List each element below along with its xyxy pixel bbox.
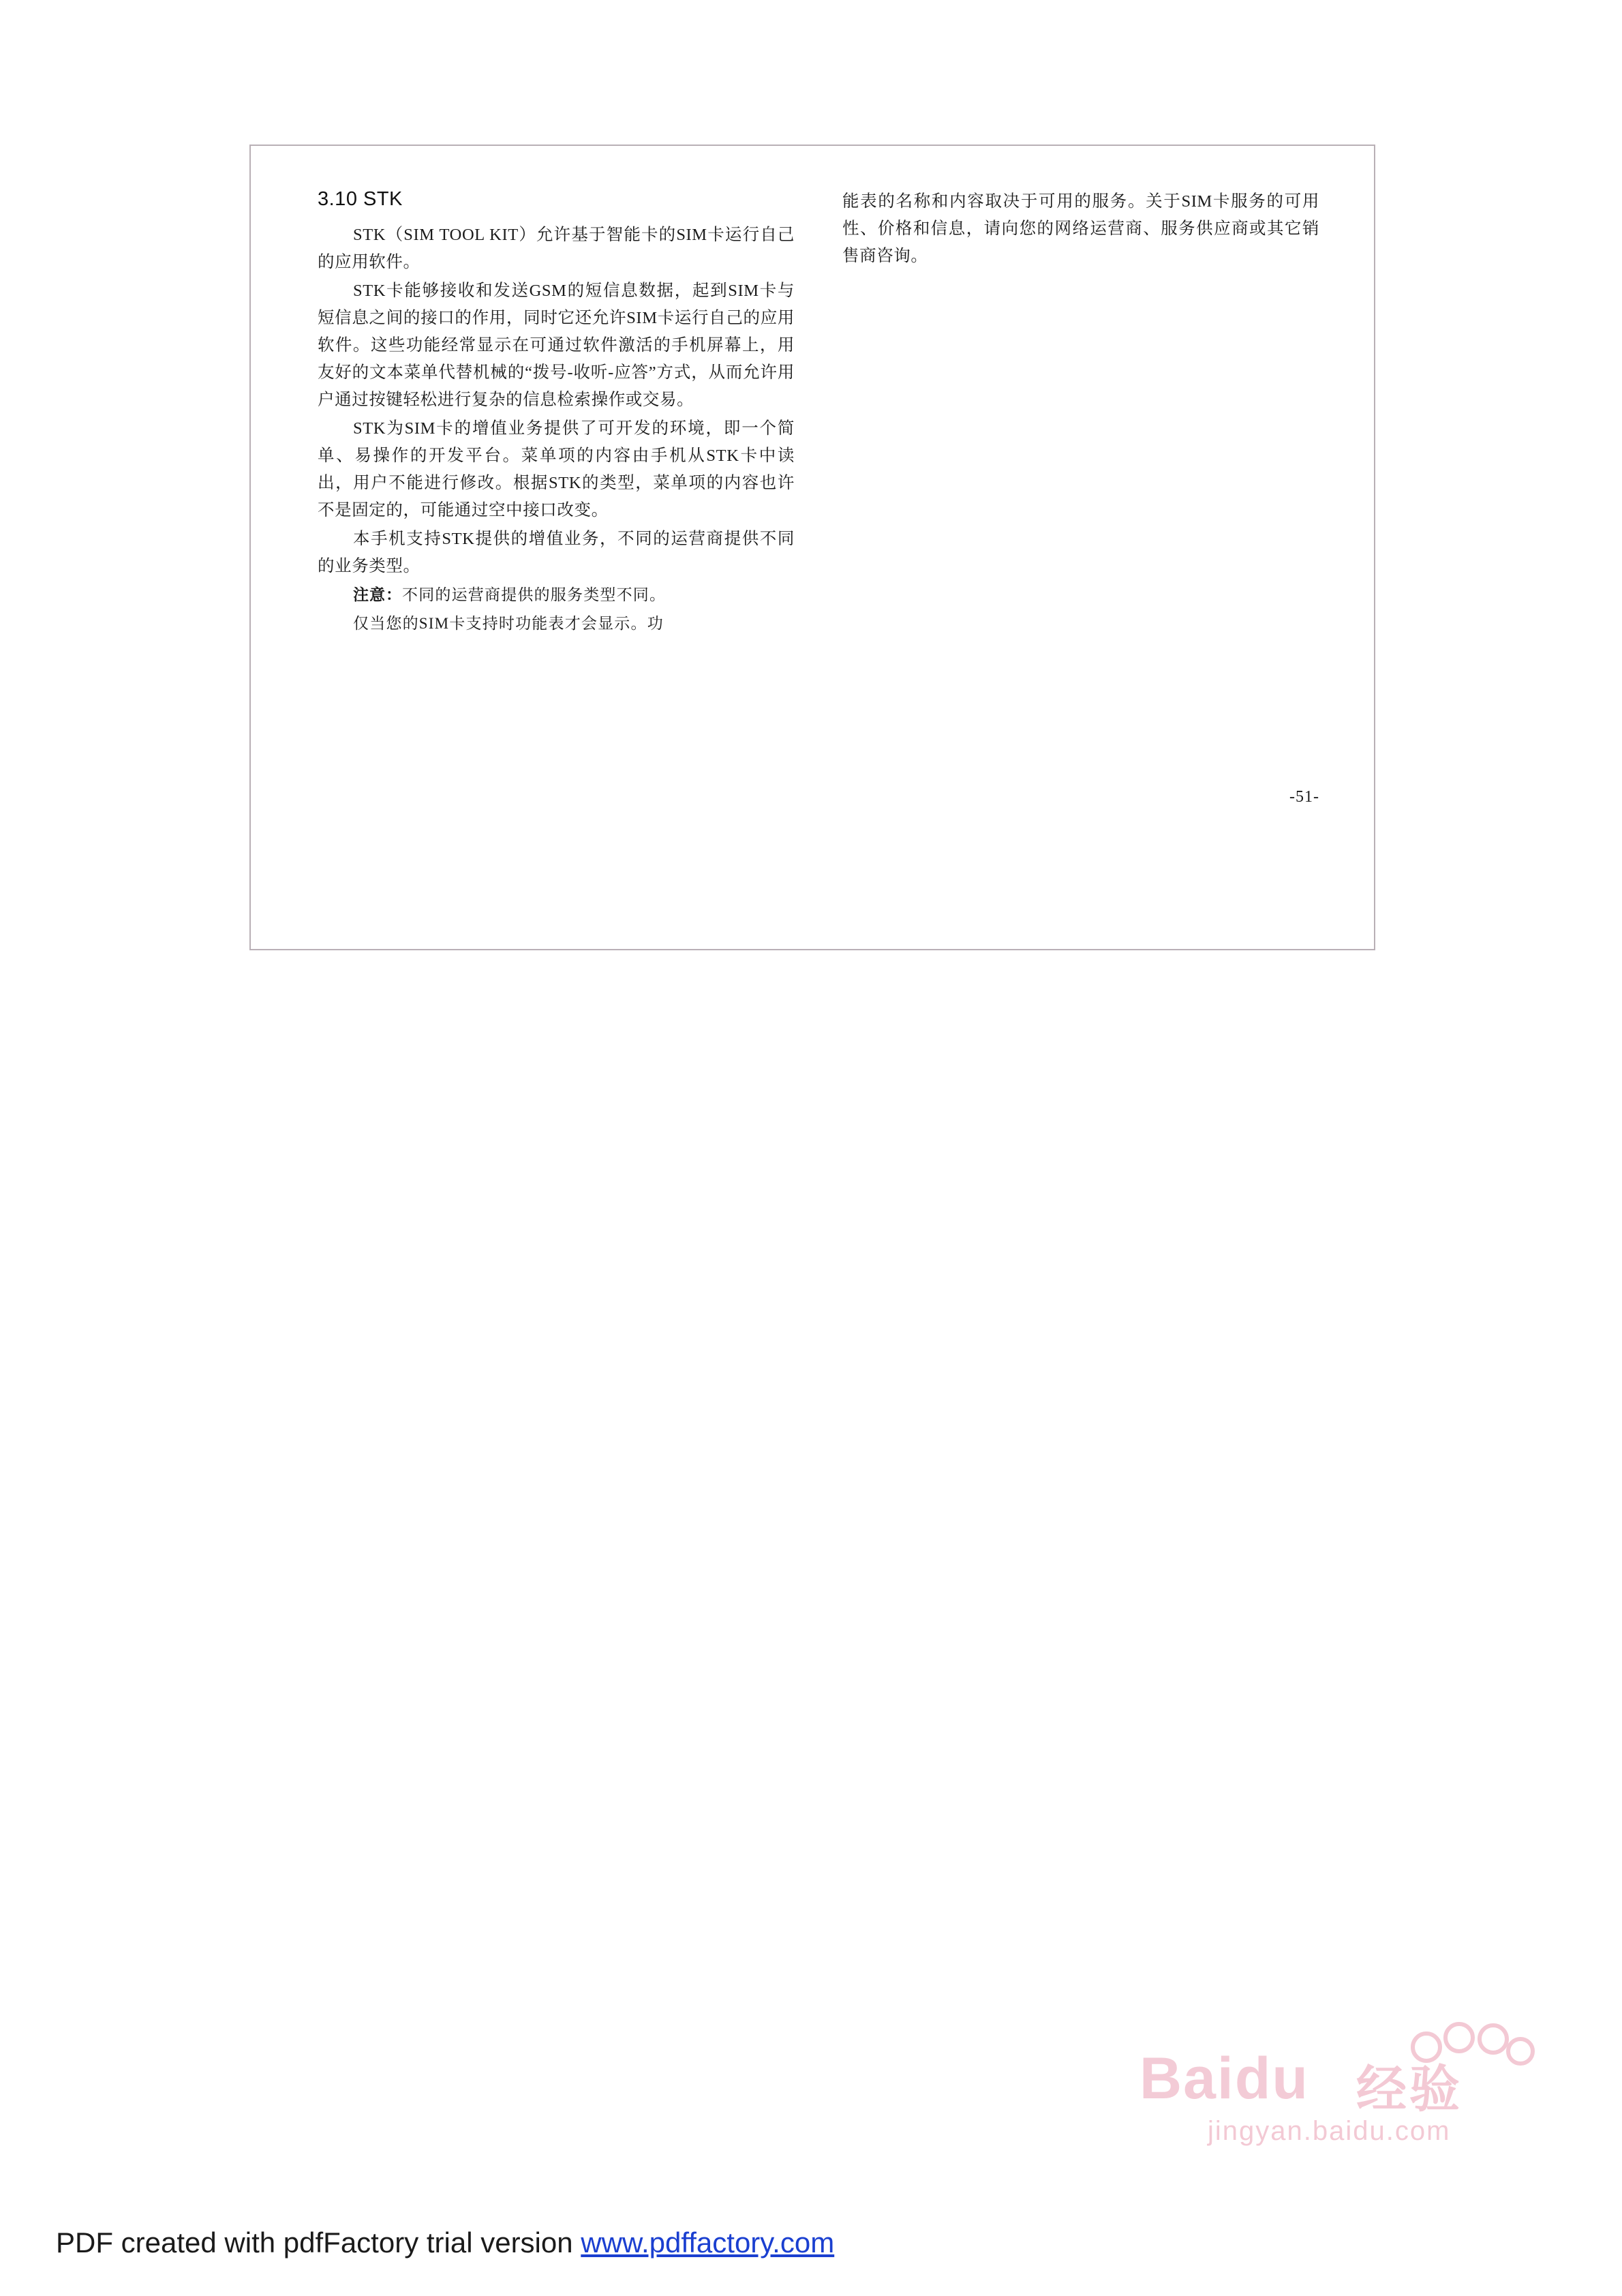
left-column bbox=[318, 188, 795, 639]
footer-text-label: PDF created with pdfFactory trial version bbox=[56, 2226, 581, 2259]
paragraph-4: 本手机支持STK提供的增值业务，不同的运营商提供不同的业务类型。 bbox=[318, 530, 795, 575]
note-continued: 仅当您的SIM卡支持时功能表才会显示。功 bbox=[353, 615, 664, 632]
document-content bbox=[318, 188, 1319, 911]
two-column-layout bbox=[318, 188, 1319, 911]
right-column bbox=[842, 188, 1319, 806]
document-page bbox=[249, 145, 1375, 950]
note-paragraph bbox=[318, 581, 795, 609]
watermark-brand-cn: 经验 bbox=[1356, 2061, 1463, 2117]
paragraph-2: STK卡能够接收和发送GSM的短信息数据，起到SIM卡与短信息之间的接口的作用，同时它还允许SIM卡运行自己的应用软件。这些功能经常显示在可通过软件激活的手机屏幕上，用友好的文本菜单代替机械的“拨号-收听-应答”方式，从而允许用户通过按键轻松进行复杂的信息检索操作或交易。 bbox=[318, 282, 795, 409]
pdf-footer-bar bbox=[0, 2211, 1622, 2296]
baidu-watermark bbox=[1139, 2045, 1548, 2195]
watermark-brand: Baidu bbox=[1139, 2046, 1309, 2111]
page-number: -51- bbox=[1289, 788, 1319, 806]
watermark-url: jingyan.baidu.com bbox=[1208, 2116, 1451, 2146]
pdffactory-link[interactable]: www.pdffactory.com bbox=[581, 2226, 835, 2259]
note-text: 不同的运营商提供的服务类型不同。 bbox=[402, 586, 667, 603]
right-paragraph-1: 能表的名称和内容取决于可用的服务。关于SIM卡服务的可用性、价格和信息，请向您的网络运营商、服务供应商或其它销售商咨询。 bbox=[842, 192, 1319, 265]
note-label: 注意： bbox=[353, 586, 402, 603]
pdf-footer-text bbox=[56, 2226, 834, 2259]
paragraph-3: STK为SIM卡的增值业务提供了可开发的环境，即一个简单、易操作的开发平台。菜单项的内容由手机从STK卡中读出，用户不能进行修改。根据STK的类型，菜单项的内容也许不是固定的，可能通过空中接口改变。 bbox=[318, 419, 795, 519]
paragraph-1: STK（SIM TOOL KIT）允许基于智能卡的SIM卡运行自己的应用软件。 bbox=[318, 226, 795, 271]
section-title: 3.10 STK bbox=[318, 188, 403, 210]
